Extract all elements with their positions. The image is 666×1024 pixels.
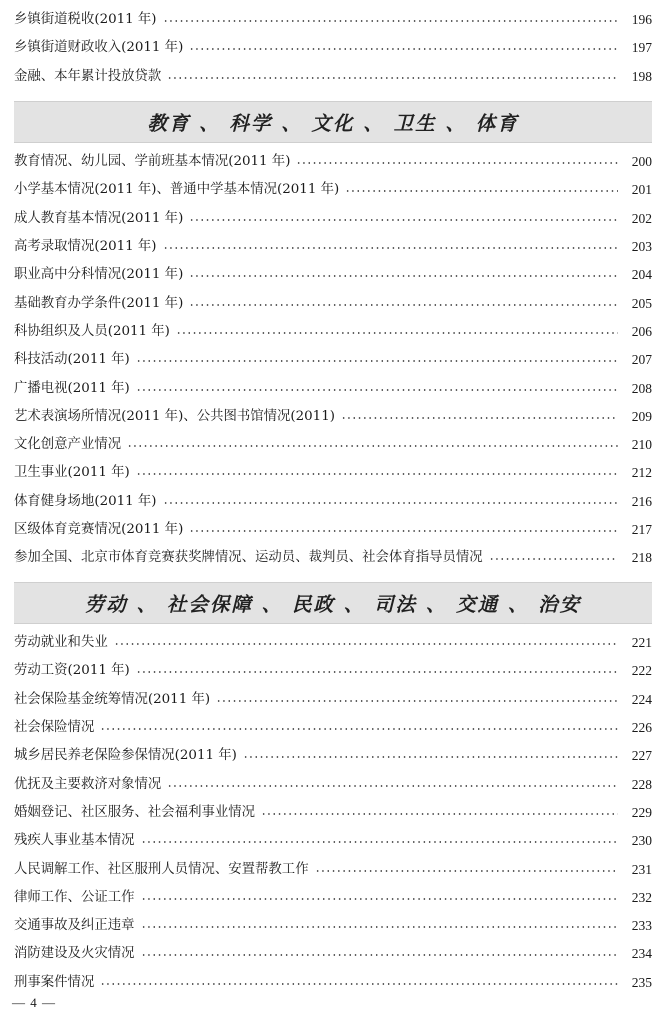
toc-entry[interactable] bbox=[14, 289, 652, 317]
toc-entry-title: 基础教育办学条件(2011 年) bbox=[14, 295, 184, 311]
toc-entry-title: 乡镇街道税收(2011 年) bbox=[14, 12, 157, 28]
toc-entry-page: 216 bbox=[631, 493, 652, 509]
toc-entry[interactable] bbox=[14, 374, 652, 402]
dot-leader bbox=[296, 162, 618, 164]
toc-group-top bbox=[14, 6, 652, 91]
toc-entry[interactable] bbox=[14, 403, 652, 431]
toc-entry-page: 203 bbox=[631, 239, 652, 255]
toc-entry-page: 204 bbox=[631, 267, 652, 283]
toc-entry-title: 城乡居民养老保险参保情况(2011 年) bbox=[14, 748, 237, 764]
toc-entry-title: 刑事案件情况 bbox=[14, 974, 95, 990]
dot-leader bbox=[114, 643, 618, 645]
toc-entry-title: 成人教育基本情况(2011 年) bbox=[14, 210, 184, 226]
dot-leader bbox=[341, 417, 618, 419]
toc-entry-title: 消防建设及火灾情况 bbox=[14, 946, 135, 962]
toc-entry[interactable] bbox=[14, 940, 652, 968]
section-heading-education: 教育 、 科学 、 文化 、 卫生 、 体育 bbox=[14, 101, 652, 143]
dot-leader bbox=[345, 190, 618, 192]
toc-entry[interactable] bbox=[14, 233, 652, 261]
dot-leader bbox=[261, 813, 618, 815]
toc-entry-page: 206 bbox=[631, 323, 652, 339]
dot-leader bbox=[216, 700, 618, 702]
toc-entry-title: 社会保险情况 bbox=[14, 720, 95, 736]
toc-entry-title: 广播电视(2011 年) bbox=[14, 380, 130, 396]
toc-entry[interactable] bbox=[14, 34, 652, 62]
toc-entry-title: 交通事故及纠正违章 bbox=[14, 918, 135, 934]
toc-entry[interactable] bbox=[14, 855, 652, 883]
dot-leader bbox=[315, 870, 618, 872]
toc-entry[interactable] bbox=[14, 148, 652, 176]
toc-entry-page: 196 bbox=[631, 12, 652, 28]
toc-entry[interactable] bbox=[14, 884, 652, 912]
dot-leader bbox=[489, 558, 618, 560]
toc-entry-page: 227 bbox=[631, 748, 652, 764]
dot-leader bbox=[189, 48, 618, 50]
toc-entry-page: 205 bbox=[631, 295, 652, 311]
toc-entry-title: 乡镇街道财政收入(2011 年) bbox=[14, 40, 184, 56]
toc-entry-title: 小学基本情况(2011 年)、普通中学基本情况(2011 年) bbox=[14, 182, 340, 198]
toc-entry-title: 职业高中分科情况(2011 年) bbox=[14, 267, 184, 283]
page-number: — 4 — bbox=[12, 995, 56, 1010]
toc-entry-title: 参加全国、北京市体育竞赛获奖牌情况、运动员、裁判员、社会体育指导员情况 bbox=[14, 550, 483, 566]
toc-entry-title: 优抚及主要救济对象情况 bbox=[14, 776, 162, 792]
toc-entry[interactable] bbox=[14, 827, 652, 855]
toc-entry-title: 文化创意产业情况 bbox=[14, 437, 122, 453]
toc-entry-page: 222 bbox=[631, 663, 652, 679]
dot-leader bbox=[243, 756, 618, 758]
dot-leader bbox=[189, 275, 618, 277]
toc-entry-page: 197 bbox=[631, 40, 652, 56]
dot-leader bbox=[136, 671, 618, 673]
dot-leader bbox=[167, 785, 618, 787]
toc-entry-title: 艺术表演场所情况(2011 年)、公共图书馆情况(2011) bbox=[14, 408, 335, 424]
toc-entry-page: 228 bbox=[631, 776, 652, 792]
dot-leader bbox=[189, 530, 618, 532]
toc-entry[interactable] bbox=[14, 346, 652, 374]
toc-entry-title: 劳动就业和失业 bbox=[14, 635, 108, 651]
toc-entry[interactable] bbox=[14, 459, 652, 487]
toc-entry[interactable] bbox=[14, 431, 652, 459]
toc-entry[interactable] bbox=[14, 714, 652, 742]
dot-leader bbox=[189, 219, 618, 221]
toc-entry-title: 体育健身场地(2011 年) bbox=[14, 493, 157, 509]
dot-leader bbox=[163, 502, 618, 504]
toc-entry-page: 224 bbox=[631, 691, 652, 707]
toc-entry[interactable] bbox=[14, 969, 652, 997]
toc-entry-page: 202 bbox=[631, 210, 652, 226]
toc-entry-page: 218 bbox=[631, 550, 652, 566]
toc-entry[interactable] bbox=[14, 205, 652, 233]
toc-entry-page: 235 bbox=[631, 974, 652, 990]
toc-entry-page: 209 bbox=[631, 408, 652, 424]
toc-entry[interactable] bbox=[14, 318, 652, 346]
dot-leader bbox=[163, 20, 618, 22]
dot-leader bbox=[100, 728, 618, 730]
toc-entry-title: 律师工作、公证工作 bbox=[14, 889, 135, 905]
toc-entry[interactable] bbox=[14, 629, 652, 657]
toc-entry-page: 233 bbox=[631, 918, 652, 934]
toc-entry-title: 区级体育竞赛情况(2011 年) bbox=[14, 522, 184, 537]
toc-entry[interactable] bbox=[14, 261, 652, 289]
dot-leader bbox=[163, 247, 618, 249]
toc-entry[interactable] bbox=[14, 544, 652, 572]
toc-entry[interactable] bbox=[14, 6, 652, 34]
toc-group-labor bbox=[14, 629, 652, 997]
toc-entry[interactable] bbox=[14, 63, 652, 91]
toc-entry[interactable] bbox=[14, 742, 652, 770]
toc-entry[interactable] bbox=[14, 657, 652, 685]
toc-entry-page: 229 bbox=[631, 804, 652, 820]
toc-entry[interactable] bbox=[14, 176, 652, 204]
toc-entry[interactable] bbox=[14, 686, 652, 714]
toc-entry-title: 劳动工资(2011 年) bbox=[14, 663, 130, 679]
toc-entry-title: 科技活动(2011 年) bbox=[14, 352, 130, 368]
toc-entry[interactable] bbox=[14, 488, 652, 516]
toc-entry-page: 198 bbox=[631, 68, 652, 84]
toc-entry-page: 226 bbox=[631, 720, 652, 736]
toc-entry-title: 卫生事业(2011 年) bbox=[14, 465, 130, 481]
toc-entry-title: 婚姻登记、社区服务、社会福利事业情况 bbox=[14, 804, 256, 820]
toc-entry-title: 人民调解工作、社区服刑人员情况、安置帮教工作 bbox=[14, 861, 309, 877]
dot-leader bbox=[176, 332, 618, 334]
dot-leader bbox=[141, 841, 618, 843]
dot-leader bbox=[136, 473, 618, 475]
toc-entry[interactable] bbox=[14, 912, 652, 940]
toc-entry-page: 201 bbox=[631, 182, 652, 198]
dot-leader bbox=[141, 954, 618, 956]
toc-entry[interactable] bbox=[14, 516, 652, 544]
toc-group-education bbox=[14, 148, 652, 572]
toc-entry-page: 208 bbox=[631, 380, 652, 396]
dot-leader bbox=[167, 77, 618, 79]
dot-leader bbox=[100, 983, 618, 985]
dot-leader bbox=[141, 926, 618, 928]
dot-leader bbox=[136, 389, 618, 391]
toc-entry-page: 234 bbox=[631, 946, 652, 962]
dot-leader bbox=[127, 445, 618, 447]
dot-leader bbox=[136, 360, 618, 362]
toc-entry-page: 230 bbox=[631, 833, 652, 849]
toc-entry-page: 207 bbox=[631, 352, 652, 368]
toc-entry-title: 教育情况、幼儿园、学前班基本情况(2011 年) bbox=[14, 154, 291, 170]
toc-entry-title: 残疾人事业基本情况 bbox=[14, 833, 135, 849]
toc-entry-page: 200 bbox=[631, 154, 652, 170]
dot-leader bbox=[189, 304, 618, 306]
toc-entry[interactable] bbox=[14, 770, 652, 798]
toc-entry-title: 社会保险基金统筹情况(2011 年) bbox=[14, 691, 211, 707]
toc-entry-page: 210 bbox=[631, 437, 652, 453]
dot-leader bbox=[141, 898, 618, 900]
toc-entry-page: 212 bbox=[631, 465, 652, 481]
toc-entry-title: 高考录取情况(2011 年) bbox=[14, 239, 157, 255]
toc-entry-page: 231 bbox=[631, 861, 652, 877]
toc-entry-page: 232 bbox=[631, 889, 652, 905]
toc-entry-title: 科协组织及人员(2011 年) bbox=[14, 323, 170, 339]
toc-entry-page: 217 bbox=[631, 522, 652, 537]
toc-entry-page: 221 bbox=[631, 635, 652, 651]
section-heading-labor: 劳动 、 社会保障 、 民政 、 司法 、 交通 、 治安 bbox=[14, 582, 652, 624]
toc-entry-title: 金融、本年累计投放贷款 bbox=[14, 68, 162, 84]
toc-entry[interactable] bbox=[14, 799, 652, 827]
